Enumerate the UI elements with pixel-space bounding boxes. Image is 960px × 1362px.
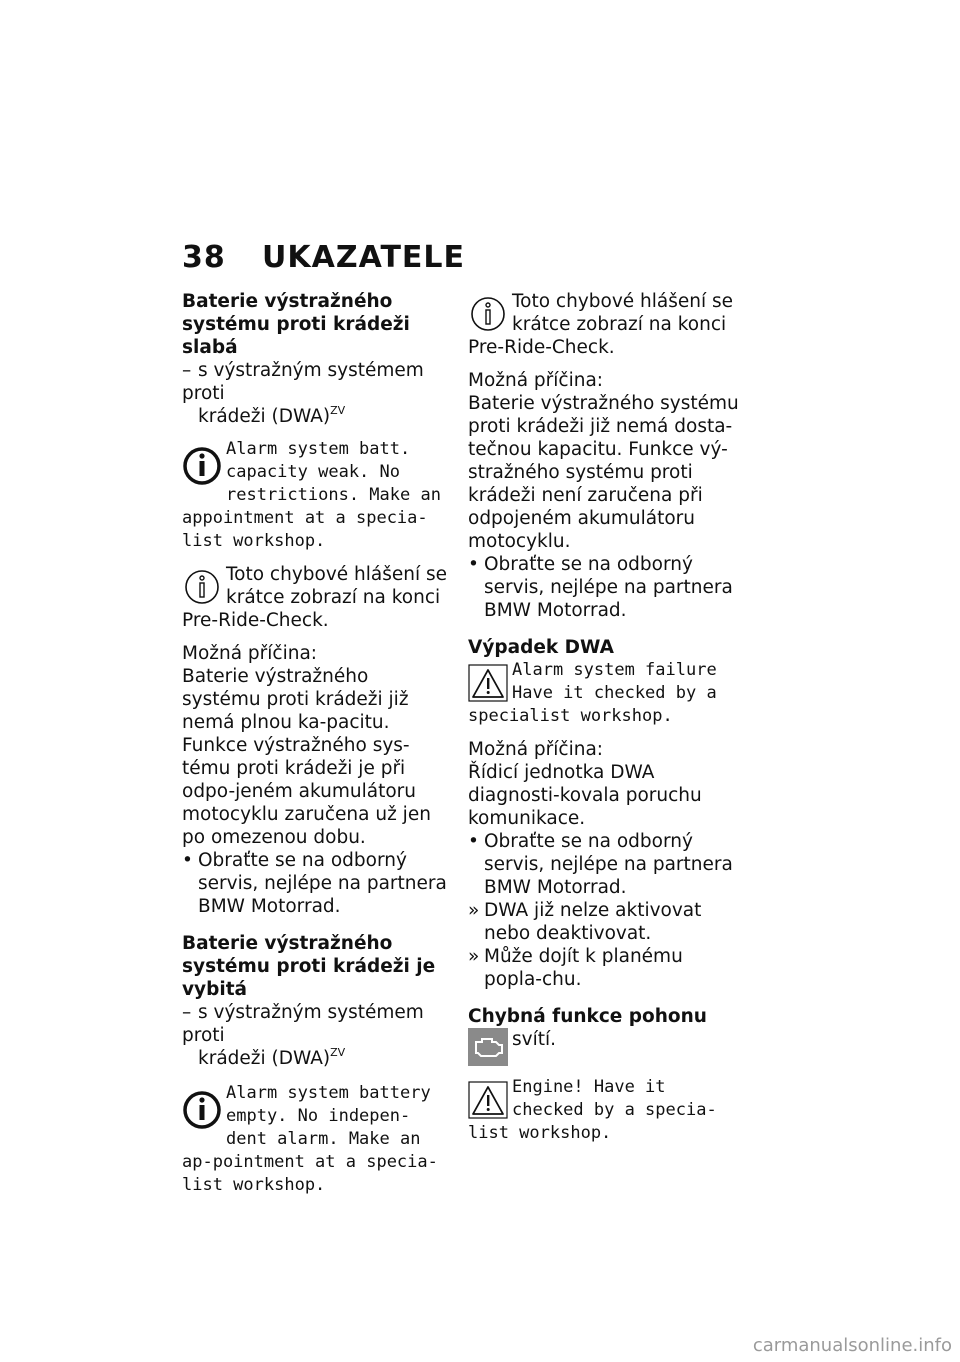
equipment-note-cont: krádeži (DWA)$^{ZV}$ — [198, 404, 346, 427]
equipment-note-cont: krádeži (DWA)$^{ZV}$ — [198, 1046, 346, 1069]
equipment-superscript: ZV — [330, 404, 346, 417]
info-icon — [468, 294, 508, 334]
result-item: » DWA již nelze aktivovat nebo deaktivovat. — [468, 900, 702, 944]
display-message-battery-empty: Alarm system battery empty. No indepen-dent alarm. Make an ap-pointment at a specia-list workshop. — [182, 1083, 438, 1195]
equipment-superscript: ZV — [330, 1046, 346, 1059]
cause-label: Možná příčina: — [468, 370, 604, 391]
section-heading-battery-weak: Baterie výstražného systému proti krádeži slabá — [182, 291, 410, 358]
info-icon — [182, 1088, 222, 1132]
page-title: UKAZATELE — [262, 240, 466, 275]
info-icon — [182, 567, 222, 607]
equipment-note: – s výstražným systémem proti — [182, 1002, 424, 1046]
page-header — [182, 240, 465, 275]
equipment-note: – s výstražným systémem proti — [182, 360, 424, 404]
cause-text: Baterie výstražného systému proti krádeži již nemá dosta-tečnou kapacitu. Funkce vý-stražného systému proti krádeži není zaručena při odpojeném akumulátoru motocyklu. — [468, 393, 739, 552]
action-bullet: • Obraťte se na odborný servis, nejlépe na partnera BMW Motorrad. — [468, 554, 733, 621]
info-note-pre-ride: Toto chybové hlášení se krátce zobrazí na konci Pre-Ride-Check. — [468, 291, 734, 358]
warning-triangle-icon — [468, 1078, 508, 1122]
info-note-pre-ride: Toto chybové hlášení se krátce zobrazí na konci Pre-Ride-Check. — [182, 564, 448, 631]
action-bullet: • Obraťte se na odborný servis, nejlépe na partnera BMW Motorrad. — [182, 850, 447, 917]
watermark: carmanualsonline.info — [752, 1335, 952, 1356]
action-bullet: • Obraťte se na odborný servis, nejlépe na partnera BMW Motorrad. — [468, 831, 733, 898]
page-number: 38 — [182, 240, 226, 275]
right-column — [468, 290, 740, 1145]
section-heading-engine-malfunction: Chybná funkce pohonu — [468, 1006, 707, 1027]
section-heading-dwa-failure: Výpadek DWA — [468, 637, 614, 658]
cause-label: Možná příčina: — [182, 643, 318, 664]
info-icon — [182, 444, 222, 488]
display-message-battery-weak: Alarm system batt. capacity weak. No restrictions. Make an appointment at a specia-list workshop. — [182, 439, 441, 551]
display-message-engine: Engine! Have it checked by a specia-list workshop. — [468, 1077, 717, 1143]
left-column — [182, 290, 450, 1197]
cause-text: Řídicí jednotka DWA diagnosti-kovala poruchu komunikace. — [468, 762, 702, 829]
engine-warning-icon — [468, 1028, 508, 1066]
section-heading-battery-empty: Baterie výstražného systému proti krádeži je vybitá — [182, 933, 436, 1000]
warning-triangle-icon — [468, 661, 508, 705]
result-item: » Může dojít k planému popla-chu. — [468, 946, 683, 990]
display-message-dwa-failure: Alarm system failure Have it checked by a specialist workshop. — [468, 660, 717, 726]
cause-label: Možná příčina: — [468, 739, 604, 760]
engine-light-line: svítí. — [468, 1028, 740, 1066]
cause-text: Baterie výstražného systému proti krádeži již nemá plnou ka-pacitu. Funkce výstražného sys-tému proti krádeži je při odpo-jeném akumulátoru motocyklu zaručena už jen po omezenou dobu. — [182, 666, 431, 848]
